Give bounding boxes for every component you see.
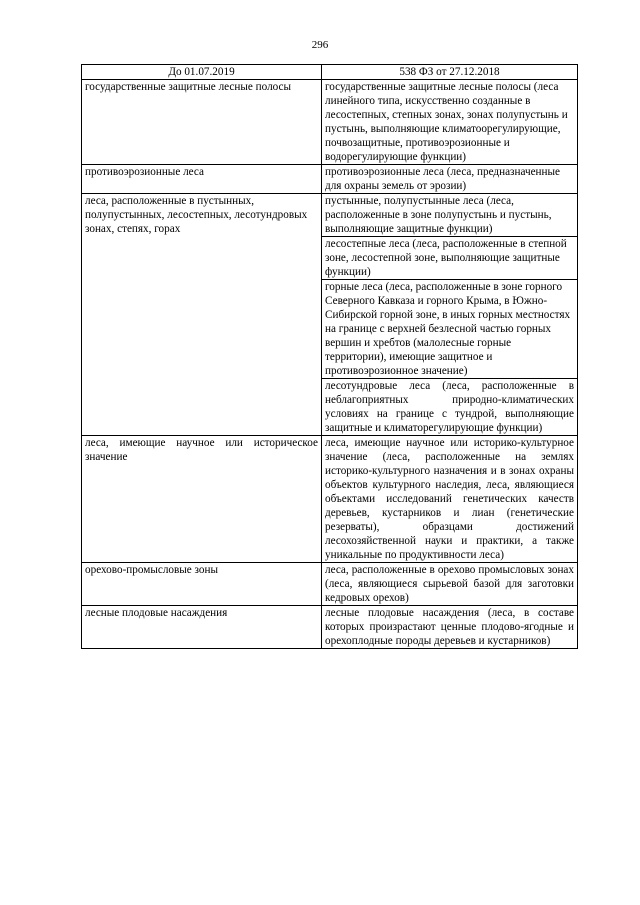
table-row (82, 165, 578, 194)
column-header-new: 538 ФЗ от 27.12.2018 (322, 65, 578, 80)
new-wording-cell: горные леса (леса, расположенные в зоне горного Северного Кавказа и горного Крыма, в Южно-Сибирской горной зоне, в иных горных местностях на границе с верхней безлесной частью горных вершин и хребтов (малолесные горные территории), имеющие защитное и противоэрозионное значение) (322, 280, 578, 379)
new-wording-cell: лесные плодовые насаждения (леса, в составе которых произрастают ценные плодово-ягодные и орехоплодные породы деревьев и кустарников) (322, 606, 578, 649)
table-row (82, 563, 578, 606)
table-header-row (82, 65, 578, 80)
table-row (82, 606, 578, 649)
new-wording-cell: противоэрозионные леса (леса, предназначенные для охраны земель от эрозии) (322, 165, 578, 194)
new-wording-cell: лесотундровые леса (леса, расположенные в неблагоприятных природно-климатических условиях на границе с тундрой, выполняющие защитные и климаторегулирующие функции) (322, 379, 578, 436)
table-row (82, 194, 578, 237)
old-wording-cell: леса, имеющие научное или историческое значение (82, 436, 322, 563)
old-wording-cell: лесные плодовые насаждения (82, 606, 322, 649)
new-wording-cell: лесостепные леса (леса, расположенные в степной зоне, лесостепной зоне, выполняющие защитные функции) (322, 237, 578, 280)
new-wording-cell: пустынные, полупустынные леса (леса, расположенные в зоне полупустынь и пустынь, выполняющие защитные функции) (322, 194, 578, 237)
old-wording-cell: орехово-промысловые зоны (82, 563, 322, 606)
old-wording-cell: противоэрозионные леса (82, 165, 322, 194)
page-number: 296 (311, 39, 329, 51)
table-row (82, 80, 578, 165)
new-wording-cell: государственные защитные лесные полосы (леса линейного типа, искусственно созданные в лесостепных, степных зонах, зонах полупустынь и пустынь, выполняющие климатоорегулирующие, почвозащитные, противоэрозионные и водорегулирующие функции) (322, 80, 578, 165)
new-wording-cell: леса, расположенные в орехово промысловых зонах (леса, являющиеся сырьевой базой для заготовки кедровых орехов) (322, 563, 578, 606)
comparison-table (81, 64, 578, 649)
column-header-old: До 01.07.2019 (82, 65, 322, 80)
old-wording-cell: государственные защитные лесные полосы (82, 80, 322, 165)
table-row (82, 436, 578, 563)
new-wording-cell: леса, имеющие научное или историко-культурное значение (леса, расположенные на землях историко-культурного назначения и в зонах охраны объектов культурного наследия, леса, являющиеся объектами исследований генетических качеств деревьев, кустарников и лиан (генетические резерваты), образцами достижений лесохозяйственной науки и практики, а также уникальные по продуктивности леса) (322, 436, 578, 563)
old-wording-cell: леса, расположенные в пустынных, полупустынных, лесостепных, лесотундровых зонах, степях, горах (82, 194, 322, 436)
